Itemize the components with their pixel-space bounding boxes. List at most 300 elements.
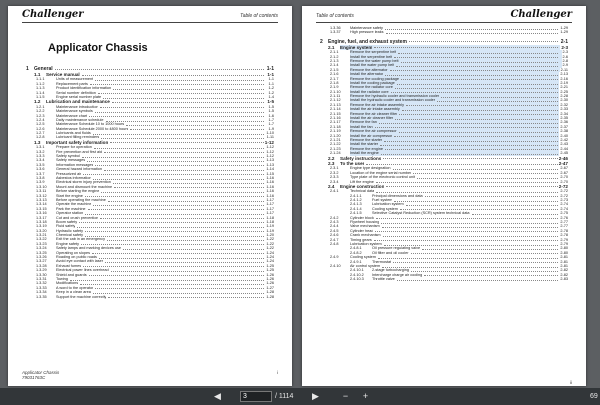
toc-entry-page: 2-16 (560, 76, 568, 81)
footer-doc-title: Applicator Chassis (22, 370, 60, 375)
toc-entry-title: Remove the air compressor (350, 129, 397, 134)
toc-entry-page: 1-10 (266, 131, 274, 136)
toc-entry-title: Oil filter and oil cooler (372, 250, 409, 255)
toc-leader-dots (394, 55, 558, 59)
toc-entry-number: 1.3.6 (36, 167, 45, 172)
toc-entry-title: Engine construction (340, 183, 385, 189)
toc-leader-dots (425, 194, 558, 198)
toc-entry-title: Exhaust fumes (56, 263, 82, 268)
toc-entry-page: 1-22 (266, 241, 274, 246)
toc-entry-page: 2-74 (560, 202, 568, 207)
toc-entry-title: Cylinder block (350, 215, 374, 220)
toc-entry[interactable] (26, 295, 274, 299)
toc-entry-page: 1-15 (266, 171, 274, 176)
pdf-page-left (8, 6, 292, 386)
toc-entry-page: 2-45 (560, 151, 568, 156)
toc-entry-page: 2-38 (560, 129, 568, 134)
toc-entry-title: Towing (56, 276, 68, 281)
toc-entry-page: 2-33 (560, 107, 568, 112)
toc-entry-title: Operator station (56, 211, 84, 216)
toc-entry-title: Install the cooling package (350, 80, 395, 85)
toc-leader-dots (399, 112, 558, 116)
toc-entry-title: Maintenance symbols (56, 109, 93, 114)
toc-leader-dots (108, 198, 264, 202)
toc-leader-dots (105, 259, 264, 263)
toc-leader-dots (98, 91, 264, 95)
toc-entry-page: 2-67 (560, 166, 568, 171)
toc-entry-title: Install the hydraulic cooler and transmission cooler (350, 98, 436, 103)
toc-leader-dots (93, 202, 264, 206)
toc-leader-dots (123, 246, 264, 250)
previous-page-button[interactable]: ◀ (214, 391, 221, 401)
toc-leader-dots (93, 131, 264, 135)
toc-entry-page: 1-27 (266, 285, 274, 290)
toc-entry-title: Before starting the engine (56, 189, 100, 194)
toc-entry-number: 1.3.30 (36, 272, 47, 277)
toc-entry-page: 1-12 (266, 145, 274, 150)
toc-leader-dots (82, 72, 264, 76)
toc-leader-dots (104, 150, 264, 154)
toc-entry-number: 1.3.24 (36, 246, 47, 251)
toc-entry-number: 1.3.5 (36, 162, 45, 167)
toc-leader-dots (437, 98, 558, 102)
toc-entry-title: Maintenance introduction (56, 104, 99, 109)
toc-entry-page: 1-5 (267, 99, 274, 105)
toc-entry-title: Product identification information (56, 86, 112, 91)
toc-entry-number: 1.3.32 (36, 281, 47, 286)
toc-entry-page: 2-77 (560, 224, 568, 229)
toc-entry-number: 2.4.3 (330, 220, 339, 225)
toc-entry-page: 1-9 (268, 126, 274, 131)
toc-leader-dots (399, 129, 558, 133)
toc-entry-title: Safety instructions (340, 155, 382, 161)
toc-entry-page: 2-3 (562, 50, 568, 55)
toc-entry-number: 2.1.9 (330, 85, 339, 90)
toc-entry-title: Start the engine (56, 193, 83, 198)
toc-entry-title: Cooling system (372, 206, 398, 211)
toc-entry-title: Engine serial number plate (56, 94, 102, 99)
toc-entry-title: Remove the serpentine belt (350, 50, 397, 55)
toc-entry-title: Before operating the machine (56, 197, 106, 202)
toc-entry-title: 2-stage turbocharging (372, 268, 409, 273)
toc-entry-page: 1-5 (268, 109, 274, 114)
toc-entry-number: 1.3.10 (36, 184, 47, 189)
toc-entry-number: 2.1.11 (330, 94, 341, 99)
toc-entry-number: 1.3.21 (36, 233, 47, 238)
toc-leader-dots (417, 175, 558, 179)
toc-leader-dots (385, 147, 558, 151)
toc-entry-title: Remove the hydraulic cooler and transmission cooler (350, 94, 440, 99)
header-section-label: Table of contents (316, 13, 354, 19)
toc-entry-number: 2.1.5 (330, 67, 339, 72)
toc-entry-page: 2-35 (560, 116, 568, 121)
toc-leader-dots (381, 151, 558, 155)
table-of-contents-right (320, 26, 568, 281)
toc-entry-page: 2-11 (560, 67, 568, 72)
pdf-page-right (302, 6, 586, 386)
toc-entry-number: 1.3.23 (36, 241, 47, 246)
toc-entry-title: Information messages (56, 162, 94, 167)
toc-entry-page: 2-80 (560, 246, 568, 251)
toc-leader-dots (383, 233, 558, 237)
toc-entry-page: 1-7 (268, 122, 274, 127)
toc-leader-dots (81, 242, 264, 246)
toc-leader-dots (395, 116, 558, 120)
toc-leader-dots (85, 194, 264, 198)
toc-leader-dots (382, 224, 558, 228)
toc-entry-page: 1-11 (266, 135, 274, 140)
footer-doc-number: 79031763C (22, 375, 46, 380)
toc-entry-title: Throttle valve (372, 277, 395, 282)
toc-leader-dots (422, 246, 558, 250)
toc-entry-title: Replacement parts (56, 81, 88, 86)
toc-entry-title: Remove the air cleaner filter (350, 111, 398, 116)
toc-leader-dots (366, 161, 558, 165)
toc-entry-title: Fluid safety (56, 224, 76, 229)
cutoff-page-number: 69 (590, 393, 598, 400)
toc-entry-title: Maintenance Schedule 2000 to 4800 hours (56, 126, 129, 131)
toc-leader-dots (380, 142, 558, 146)
toc-entry-page: 1-17 (266, 202, 274, 207)
toc-leader-dots (79, 220, 264, 224)
toc-entry-title: Prepare for operation (56, 145, 92, 150)
toc-entry-title: Install the engine (350, 151, 379, 156)
document-title: Applicator Chassis (48, 42, 148, 54)
toc-entry-number: 1.3.31 (36, 276, 47, 281)
toc-leader-dots (374, 45, 558, 49)
toc-entry-number: 2.4.10.2 (350, 272, 364, 277)
toc-leader-dots (83, 172, 264, 176)
toc-entry-title: Electrical power lines overhead (56, 268, 109, 273)
toc-entry-page: 1-26 (266, 272, 274, 277)
toc-entry-number: 1.3.28 (36, 263, 47, 268)
toc-entry-page: 1-2 (268, 90, 274, 95)
toc-entry-title: Operate the machine (56, 202, 92, 207)
toc-leader-dots (89, 114, 264, 118)
toc-entry-title: Install the air compressor (350, 133, 393, 138)
toc-entry-title: Maintenance chart (56, 113, 88, 118)
toc-entry-number: 1.3.27 (36, 259, 47, 264)
toc-entry-page: 1-26 (266, 276, 274, 281)
toc-leader-dots (93, 176, 264, 180)
toc-entry-page: 1-2 (268, 86, 274, 91)
toc-entry-page: 1-6 (268, 113, 274, 118)
toc-entry-title: Flywheel housing (350, 220, 380, 225)
toc-entry-number: 2.1.21 (330, 137, 341, 142)
toc-entry-number: 1.3.37 (330, 30, 341, 35)
toc-entry-number: 1.3.7 (36, 171, 45, 176)
toc-entry-page: 2-8 (562, 58, 568, 63)
toc-entry-number: 2.4.4 (330, 224, 339, 229)
toc-leader-dots (376, 180, 558, 184)
toc-entry-page: 1-1 (266, 66, 274, 72)
toc-entry-page: 2-9 (562, 63, 568, 68)
toc-entry-title: Type plate of the electronic control unit (350, 175, 416, 180)
toc-entry-number: 2.3.4 (330, 179, 339, 184)
toc-entry-page: 1-29 (560, 30, 568, 35)
toc-entry-page: 1-13 (266, 158, 274, 163)
toc-entry-page: 2-70 (560, 175, 568, 180)
toc-entry-page: 1-28 (266, 290, 274, 295)
toc-entry-title: Lubrication system (372, 202, 404, 207)
toc-entry-title: Maintenance Schedule 10 to 1000 hours (56, 122, 125, 127)
toc-leader-dots (384, 138, 558, 142)
toc-leader-dots (472, 211, 558, 215)
toc-entry-number: 1.3.20 (36, 228, 47, 233)
toc-entry-title: Install the water pump belt (350, 63, 395, 68)
toc-entry-number: 2.4.6 (330, 233, 339, 238)
toc-entry-page: 1-26 (266, 281, 274, 286)
zoom-in-button[interactable]: + (362, 391, 369, 401)
toc-entry-page: 1-17 (266, 206, 274, 211)
toc-entry-title: Intercharge charge air cooling (372, 272, 423, 277)
toc-entry-title: Install the serpentine belt (350, 54, 393, 59)
toc-leader-dots (383, 156, 558, 160)
toc-entry-number: 2.2 (328, 155, 335, 161)
toc-entry-page: 1-13 (266, 162, 274, 167)
toc-entry-title: Valve mechanism (350, 224, 380, 229)
toc-entry-number: 2.1.3 (330, 58, 339, 63)
toc-entry-number: 1.3.25 (36, 250, 47, 255)
toc-leader-dots (378, 255, 558, 259)
toc-entry[interactable] (320, 277, 568, 281)
toc-entry-title: Install the radiator core (350, 89, 389, 94)
toc-entry-number: 1.1.3 (36, 86, 45, 91)
toc-entry-page: 2-80 (560, 250, 568, 255)
toc-entry-title: A word to the operator (56, 285, 94, 290)
toc-leader-dots (411, 251, 558, 255)
toc-entry-page: 1-1 (267, 72, 274, 77)
toc-entry-page: 1-24 (266, 255, 274, 260)
toc-leader-dots (400, 207, 558, 211)
toc-entry-number: 1 (26, 66, 29, 72)
toc-entry-page: 1-12 (264, 139, 274, 145)
toc-leader-dots (374, 238, 558, 242)
toc-entry-page: 1-19 (266, 224, 274, 229)
toc-entry-title: Support the machine correctly (56, 294, 107, 299)
toc-leader-dots (126, 122, 264, 126)
current-page-input[interactable] (240, 391, 272, 402)
toc-entry-page: 1-1 (268, 81, 274, 86)
toc-entry-number: 1.2.6 (36, 126, 45, 131)
toc-entry-page: 2-72 (560, 189, 568, 194)
toc-leader-dots (401, 77, 558, 81)
page-header (316, 10, 572, 23)
toc-entry-page: 1-16 (266, 175, 274, 180)
toc-entry-page: 2-36 (560, 120, 568, 125)
toc-entry-number: 2 (320, 38, 323, 45)
toc-entry-number: 1.3.35 (36, 294, 47, 299)
toc-entry-title: Remove the alternator (350, 67, 388, 72)
toc-entry-title: Engine type designation (350, 166, 391, 171)
toc-entry-title: Install the alternator (350, 72, 384, 77)
toc-entry-title: Remove the fan (350, 120, 377, 125)
toc-entry-number: 1.1.2 (36, 81, 45, 86)
toc-leader-dots (95, 163, 264, 167)
toc-entry-number: 1.3.4 (36, 158, 45, 163)
toc-leader-dots (386, 184, 558, 188)
toc-entry-number: 2.1.23 (330, 146, 341, 151)
zoom-out-button[interactable]: − (342, 391, 349, 401)
toc-entry-number: 1.2.4 (36, 117, 45, 122)
toc-leader-dots (397, 81, 558, 85)
toc-entry-title: General (34, 66, 53, 72)
toc-entry-page: 1-16 (266, 189, 274, 194)
toc-leader-dots (104, 167, 264, 171)
toc-leader-dots (386, 30, 558, 34)
toc-entry-title: Remove the air intake assembly (350, 102, 405, 107)
toc-entry-page: 2-73 (560, 198, 568, 203)
page-header (22, 10, 278, 23)
toc-entry-title: Remove the engine (350, 146, 383, 151)
toc-entry-title: Lubricant filling reminders (56, 135, 100, 140)
toc-leader-dots (83, 264, 264, 268)
toc-leader-dots (397, 277, 558, 281)
toc-entry-number: 2.1.4 (330, 63, 339, 68)
toc-entry-page: 1-7 (268, 117, 274, 122)
toc-entry-title: Engine safety (56, 241, 80, 246)
toc-leader-dots (382, 264, 558, 268)
toc-entry-number: 2.1.1 (330, 50, 339, 55)
toc-entry-title: Operating on slopes (56, 250, 90, 255)
toc-entry-title: Shield and guards (56, 272, 87, 277)
toc-entry-title: Park the machine (56, 206, 86, 211)
toc-entry-page: 1-25 (266, 268, 274, 273)
footer-page-number: i (277, 370, 278, 375)
toc-entry-page: 2-81 (560, 263, 568, 268)
toc-entry-page: 2-82 (560, 268, 568, 273)
toc-entry-number: 1.2.3 (36, 113, 45, 118)
total-pages-label: / 1114 (275, 392, 294, 400)
toc-entry-number: 2.1.13 (330, 102, 341, 107)
toc-entry-title: Selective Catalyst Reduction (SCR) system technical data (372, 211, 470, 216)
toc-leader-dots (85, 229, 264, 233)
toc-leader-dots (384, 242, 558, 246)
toc-entry-number: 2.4.2 (330, 215, 339, 220)
toc-entry-page: 2-75 (560, 211, 568, 216)
toc-entry-title: Install the fan (350, 124, 373, 129)
toc-entry-title: Timing gears (350, 237, 372, 242)
toc-entry-title: Hydraulic safety (56, 228, 84, 233)
toc-entry-page: 1-24 (266, 250, 274, 255)
toc-entry-title: Oil pressure regulating valve (372, 246, 421, 251)
toc-entry-title: Avoid eye contact with laser (56, 259, 103, 264)
toc-leader-dots (385, 26, 558, 30)
toc-entry-title: Daily maintenance schedule (56, 117, 104, 122)
toc-entry-number: 1.3.9 (36, 180, 45, 185)
toc-entry-page: 2-43 (560, 142, 568, 147)
next-page-button[interactable]: ▶ (312, 391, 319, 401)
toc-entry-title: Thermostat (372, 259, 392, 264)
toc-entry-page: 1-24 (266, 259, 274, 264)
toc-entry-title: Roading on public roads (56, 255, 97, 260)
toc-entry-number: 1.1 (34, 72, 41, 77)
toc-entry-number: 1.3.19 (36, 224, 47, 229)
toc-leader-dots (393, 260, 558, 264)
toc-entry-page: 2-79 (560, 237, 568, 242)
toc-entry-number: 1.3.14 (36, 202, 47, 207)
toc-entry-number: 1.3.15 (36, 206, 47, 211)
toc-entry-page: 2-67 (560, 170, 568, 175)
footer-page-number: ii (570, 380, 572, 385)
toc-leader-dots (381, 220, 558, 224)
toc-entry-number: 2.4.8.2 (350, 250, 362, 255)
toc-entry-page: 2-3 (561, 44, 568, 50)
toc-entry-title: Boom safety (56, 219, 78, 224)
toc-entry-page: 2-25 (560, 89, 568, 94)
toc-entry-number: 2.4.10.1 (350, 268, 364, 273)
toc-entry-number: 2.1.6 (330, 72, 339, 77)
toc-entry-title: Cylinder head (350, 228, 374, 233)
toc-leader-dots (101, 189, 264, 193)
toc-leader-dots (406, 103, 558, 107)
toc-entry-page: 2-40 (560, 133, 568, 138)
toc-entry-page: 2-46 (558, 155, 568, 161)
toc-leader-dots (95, 109, 264, 113)
toc-entry-page: 2-79 (560, 241, 568, 246)
toc-entry-page: 1-16 (266, 193, 274, 198)
toc-entry-title: Lubrication system (350, 241, 382, 246)
toc-entry-page: 2-21 (560, 85, 568, 90)
toc-entry-number: 2.1.24 (330, 151, 341, 156)
toc-leader-dots (85, 211, 264, 215)
toc-leader-dots (409, 39, 558, 43)
toc-entry-page: 2-70 (560, 179, 568, 184)
toc-entry-page: 1-17 (266, 211, 274, 216)
toc-entry-page: 2-74 (560, 206, 568, 211)
toc-entry-number: 2.4.9.1 (350, 259, 362, 264)
toc-leader-dots (385, 72, 558, 76)
toc-entry-number: 2.4.10.3 (350, 277, 364, 282)
toc-entry-number: 2.4.7 (330, 237, 339, 242)
brand-logo: Challenger (22, 9, 84, 20)
toc-entry-page: 1-16 (266, 180, 274, 185)
toc-entry-title: Engine, fuel, and exhaust system (328, 38, 407, 45)
toc-entry-title: Cut and crush prevention (56, 215, 99, 220)
toc-leader-dots (441, 94, 558, 98)
toc-entry-number: 1.1.5 (36, 94, 45, 99)
toc-entry-number: 1.3.33 (36, 285, 47, 290)
toc-entry-title: Pressurized air (56, 171, 82, 176)
page-navigator (240, 390, 293, 402)
toc-entry-number: 2.4.1.4 (350, 206, 362, 211)
toc-entry-page: 1-18 (266, 215, 274, 220)
toc-leader-dots (85, 233, 264, 237)
toc-leader-dots (113, 180, 264, 184)
toc-entry-title: Safety messages (56, 158, 86, 163)
toc-entry-page: 2-72 (558, 183, 568, 189)
toc-leader-dots (376, 216, 558, 220)
toc-entry-number: 1.2 (34, 99, 41, 105)
toc-entry-title: Chemical safety (56, 233, 84, 238)
toc-entry-number: 1.3.11 (36, 189, 47, 194)
toc-leader-dots (112, 99, 264, 103)
toc-entry-number: 2.4.10 (330, 263, 341, 268)
toc-entry-page: 2-19 (560, 80, 568, 85)
toc-leader-dots (107, 237, 264, 241)
toc-leader-dots (401, 59, 558, 63)
toc-entry-title: Asbestos information (56, 175, 92, 180)
toc-entry-title: Crank mechanism (350, 233, 381, 238)
toc-leader-dots (379, 120, 558, 124)
toc-entry-number: 2.4.8.1 (350, 246, 362, 251)
toc-entry-number: 2.1.19 (330, 129, 341, 134)
toc-leader-dots (394, 134, 558, 138)
toc-entry-number: 2.4 (328, 183, 335, 189)
toc-entry-number: 2.4.1.1 (350, 193, 362, 198)
toc-entry-title: Engine system (340, 44, 373, 50)
toc-entry-number: 2.1.12 (330, 98, 341, 103)
